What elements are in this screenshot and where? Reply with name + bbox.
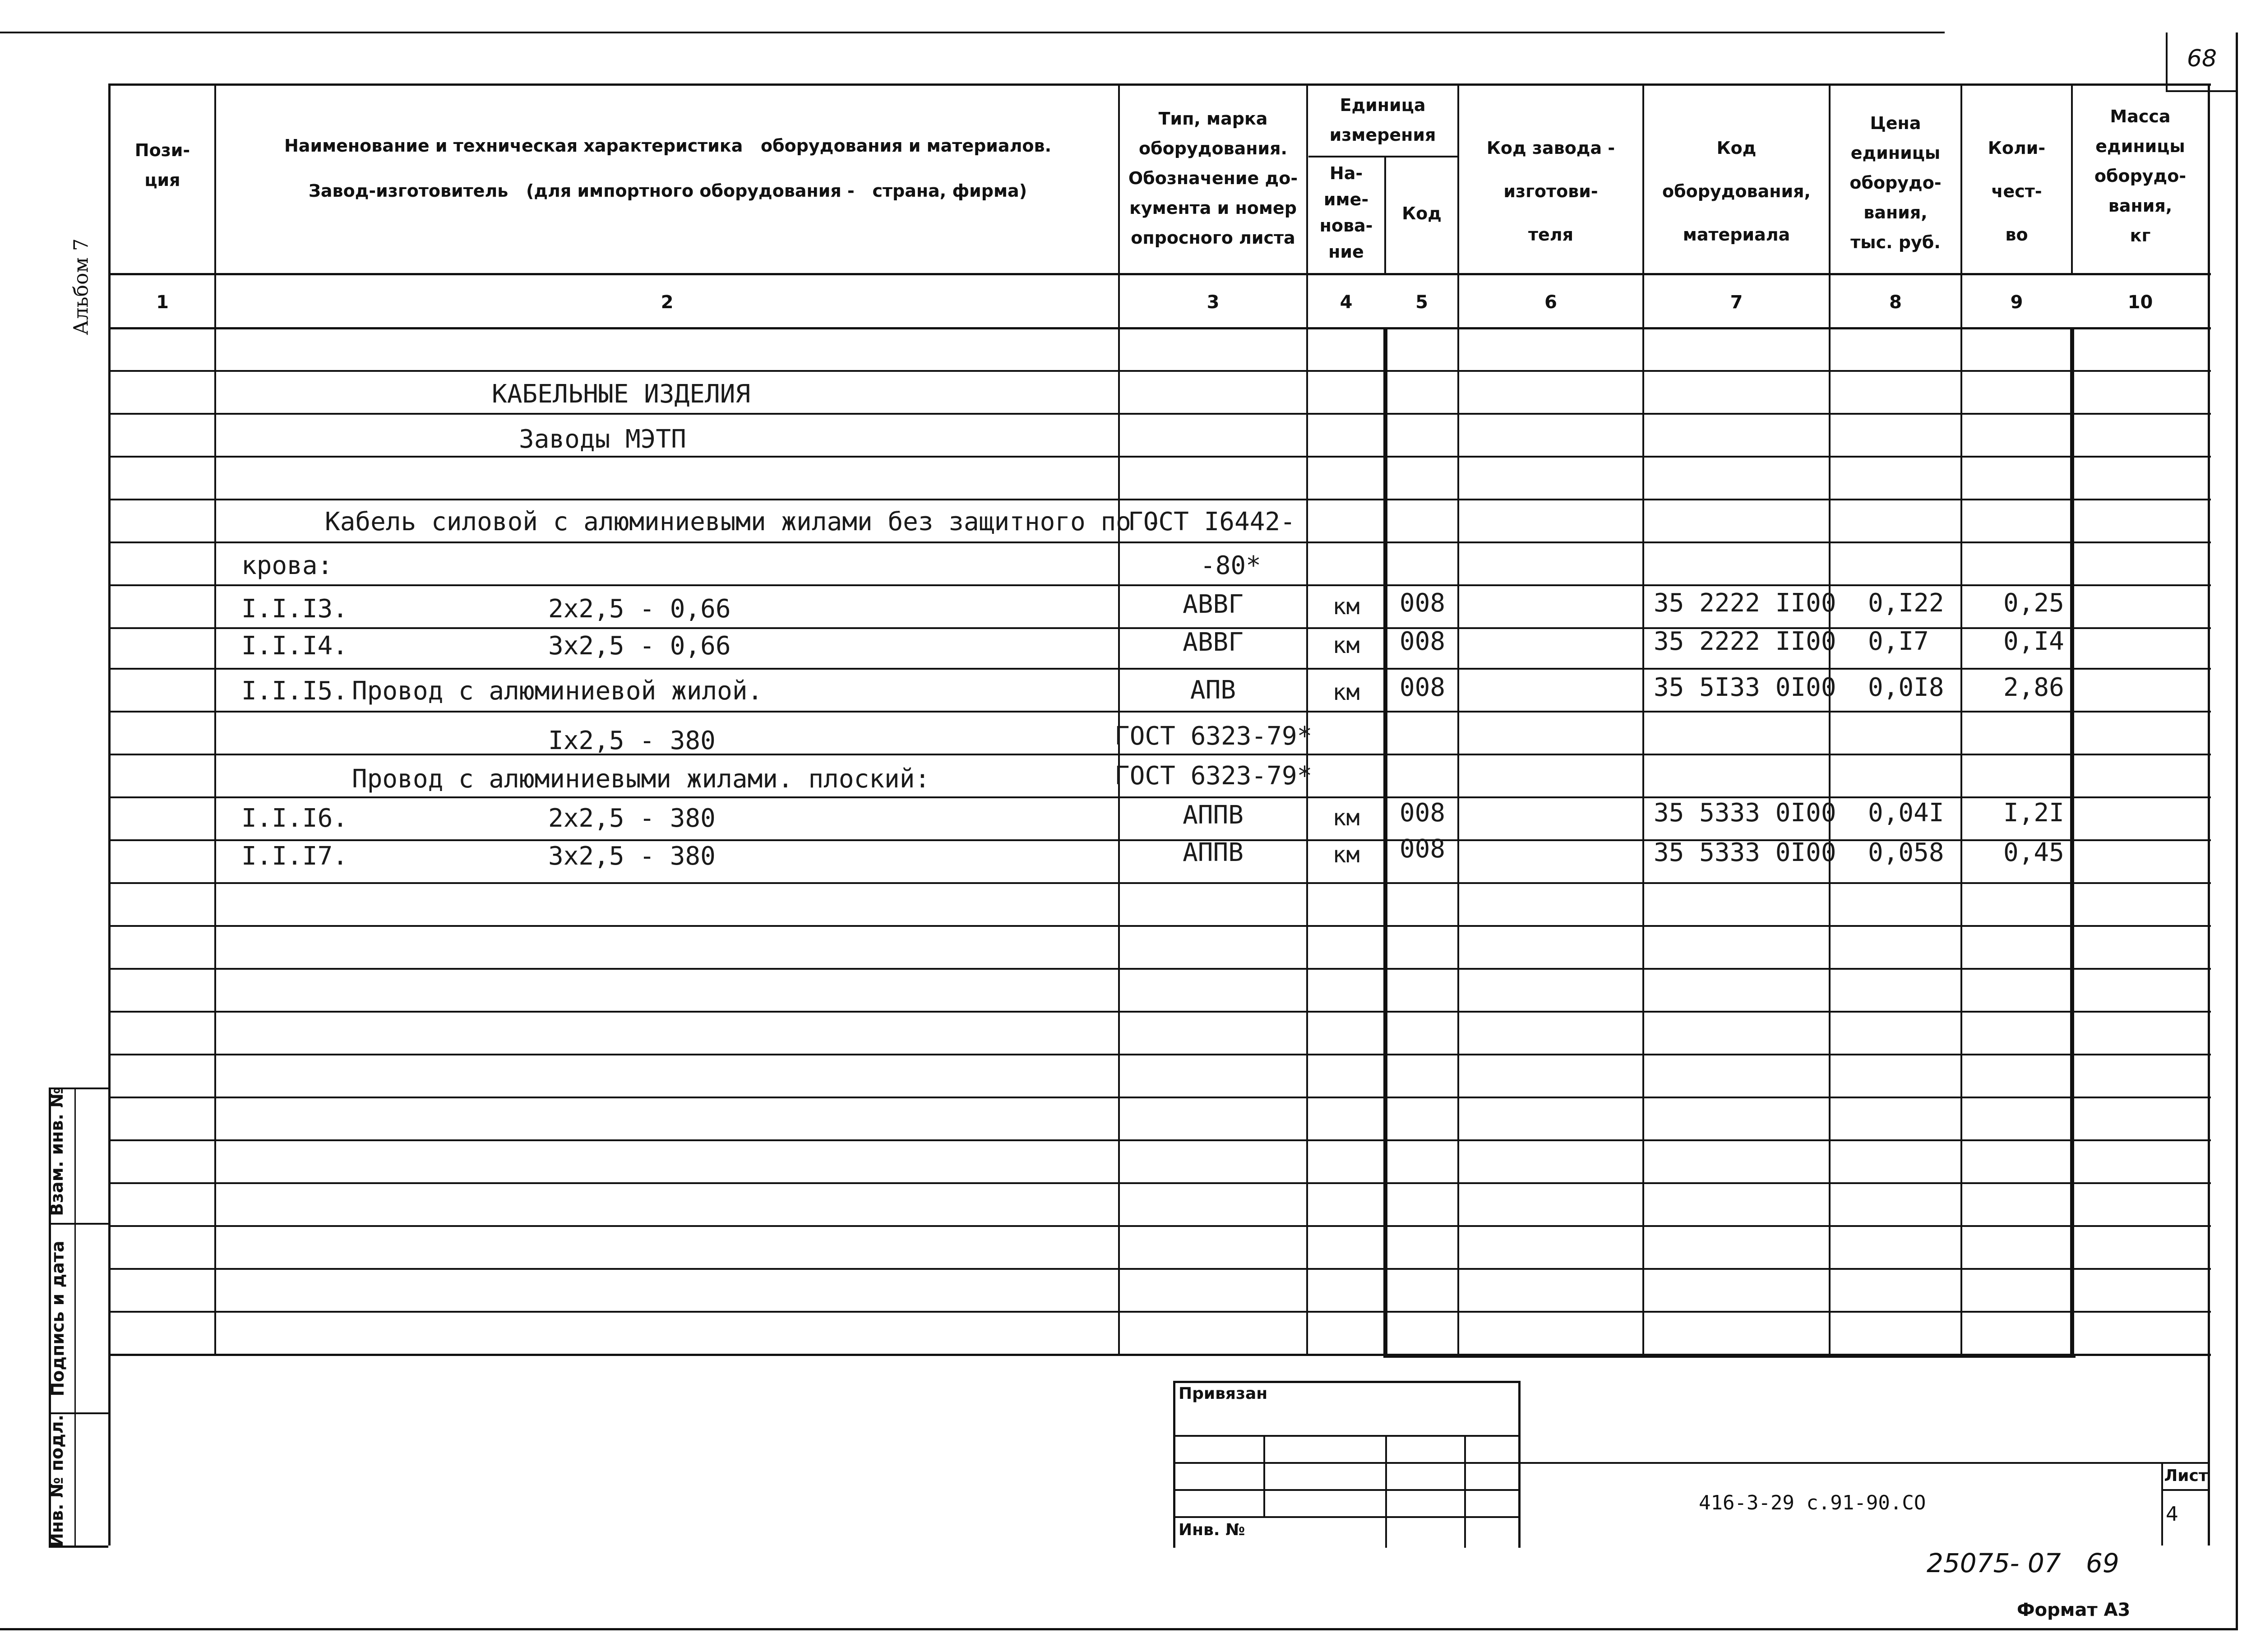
stamp-podpis: Подпись и дата — [48, 1240, 68, 1397]
item-position: I.I.I3. — [241, 594, 348, 624]
item-spec: Провод с алюминиевой жилой. — [352, 676, 763, 706]
item-unit-code: 008 — [1399, 627, 1446, 656]
section-subtitle: Заводы МЭТП — [519, 425, 686, 454]
item-position: I.I.I4. — [241, 631, 348, 661]
page-number-box-left — [2166, 32, 2168, 91]
item-material-code: 35 2222 II00 — [1654, 588, 1836, 618]
cable-gost-line1: ГОСТ I6442- — [1128, 507, 1295, 537]
col-number-6: 6 — [1544, 292, 1557, 313]
item-position: I.I.I5. — [241, 676, 348, 706]
header-unit-group: Единица измерения — [1329, 95, 1436, 145]
item-material-code: 35 5333 0I00 — [1654, 838, 1836, 867]
col-number-8: 8 — [1889, 292, 1902, 313]
item-unit-code: 008 — [1399, 588, 1446, 618]
header-mass: Масса единицы оборудо- вания, кг — [2094, 106, 2187, 245]
item-price: 0,I22 — [1868, 588, 1944, 618]
col-number-3: 3 — [1207, 292, 1220, 313]
item-unit: км — [1332, 632, 1360, 658]
item-type: АППВ — [1183, 838, 1244, 867]
item-material-code: 35 5I33 0I00 — [1654, 673, 1836, 702]
item-unit-code: 008 — [1399, 798, 1446, 828]
item-price: 0,I7 — [1868, 627, 1929, 656]
item-position: I.I.I7. — [241, 842, 348, 871]
item-material-code: 35 2222 II00 — [1654, 627, 1836, 656]
col-number-1: 1 — [156, 292, 169, 313]
wire-gost: ГОСТ 6323-79* — [1114, 722, 1313, 751]
top-rule — [0, 32, 1945, 33]
item-type: АВВГ — [1183, 590, 1244, 619]
item-spec: 2x2,5 - 380 — [548, 804, 716, 833]
header-position: Пози- ция — [134, 140, 190, 190]
header-quantity: Коли- чест- во — [1988, 138, 2046, 245]
item-quantity: 2,86 — [2003, 673, 2064, 702]
header-name-line1: Наименование и техническая характеристика оборудования и материалов. — [284, 136, 1051, 156]
header-price: Цена единицы оборудо- вания, тыс. руб. — [1849, 113, 1942, 252]
handwritten-number: 25075- 07 69 — [1927, 1548, 2119, 1578]
item-price: 0,0I8 — [1868, 673, 1944, 702]
item-price: 0,058 — [1868, 838, 1944, 867]
item-quantity: I,2I — [2003, 798, 2064, 828]
inv-no-label: Инв. № — [1179, 1521, 1245, 1539]
item-price: 0,04I — [1868, 798, 1944, 828]
item-unit-code: 008 — [1399, 834, 1446, 864]
cable-description-line2: крова: — [241, 551, 333, 580]
col-number-5: 5 — [1415, 292, 1428, 313]
page-right-border — [2236, 32, 2238, 1630]
item-spec: 3x2,5 - 380 — [548, 842, 716, 871]
header-unit-name: На- име- нова- ние — [1319, 163, 1373, 262]
item-unit-code: 008 — [1399, 673, 1446, 702]
item-spec: 3x2,5 - 0,66 — [548, 631, 731, 661]
item-type: АВВГ — [1183, 628, 1244, 657]
item-unit: км — [1332, 805, 1360, 831]
item-spec: 2x2,5 - 0,66 — [548, 594, 731, 624]
item-position: I.I.I6. — [241, 804, 348, 833]
page-number-box-bottom — [2166, 90, 2238, 92]
page-number: 68 — [2187, 45, 2217, 72]
page-bottom-border — [0, 1628, 2238, 1630]
flat-wire-description: Провод с алюминиевыми жилами. плоский: — [352, 764, 930, 794]
privyazan-label: Привязан — [1179, 1384, 1268, 1403]
section-title: КАБЕЛЬНЫЕ ИЗДЕЛИЯ — [492, 379, 751, 409]
col-number-9: 9 — [2010, 292, 2023, 313]
cable-gost-line2: -80* — [1200, 551, 1261, 580]
item-unit: км — [1332, 842, 1360, 868]
sheet-number: 4 — [2166, 1503, 2178, 1526]
document-code: 416-3-29 с.91-90.СО — [1699, 1491, 1926, 1514]
flat-wire-gost: ГОСТ 6323-79* — [1114, 761, 1313, 791]
header-equipment-code: Код оборудования, материала — [1662, 138, 1811, 245]
header-factory-code: Код завода - изготови- теля — [1486, 138, 1615, 245]
header-type: Тип, марка оборудования. Обозначение до- кумента и номер опросного листа — [1128, 109, 1298, 248]
item-unit: км — [1332, 679, 1360, 705]
item-unit: км — [1332, 593, 1360, 620]
col-number-4: 4 — [1340, 292, 1353, 313]
header-unit-code: Код — [1402, 204, 1442, 223]
stamp-inv: Инв. № подл. — [47, 1414, 67, 1548]
stamp-vzam: Взам. инв. № — [47, 1087, 67, 1216]
item-quantity: 0,I4 — [2003, 627, 2064, 656]
item-material-code: 35 5333 0I00 — [1654, 798, 1836, 828]
header-name-line2: Завод-изготовитель (для импортного оборудования - страна, фирма) — [308, 181, 1027, 201]
col-number-10: 10 — [2127, 292, 2153, 313]
item-quantity: 0,45 — [2003, 838, 2064, 867]
col-number-2: 2 — [661, 292, 674, 313]
cable-description-line1: Кабель силовой с алюминиевыми жилами без защитного по - — [325, 507, 1162, 537]
col-number-7: 7 — [1730, 292, 1743, 313]
format-label: Формат А3 — [2017, 1600, 2131, 1620]
item-quantity: 0,25 — [2003, 588, 2064, 618]
item-type: АПВ — [1190, 676, 1236, 705]
item-type: АППВ — [1183, 801, 1244, 830]
sheet-label: Лист — [2164, 1467, 2208, 1485]
album-label: Альбом 7 — [69, 238, 93, 335]
wire-spec: Ix2,5 - 380 — [548, 726, 716, 755]
